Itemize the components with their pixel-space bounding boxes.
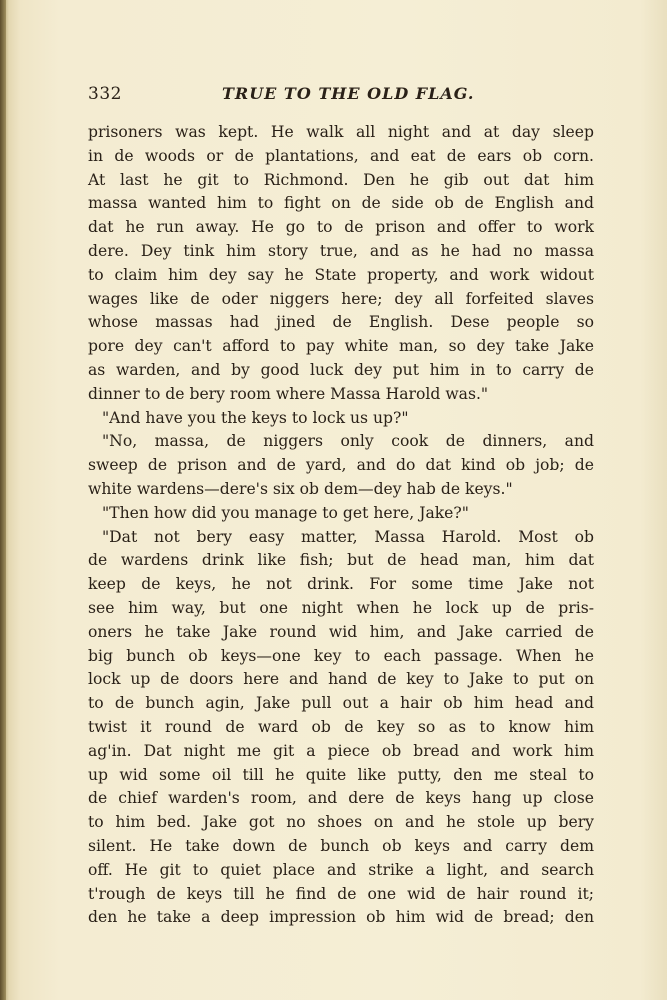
- text-line: off. He git to quiet place and strike a light, and search: [88, 860, 594, 879]
- running-title: TRUE TO THE OLD FLAG.: [222, 84, 475, 103]
- text-line: see him way, but one night when he lock up de pris-: [88, 598, 594, 617]
- text-line: den he take a deep impression ob him wid de bread; den: [88, 908, 594, 927]
- text-line: big bunch ob keys—one key to each passage. When he: [88, 646, 594, 665]
- text-line: de chief warden's room, and dere de keys hang up close: [88, 789, 594, 808]
- text-line: twist it round de ward ob de key so as to know him: [88, 717, 594, 736]
- text-line: to him bed. Jake got no shoes on and he stole up bery: [88, 813, 594, 832]
- text-line: pore dey can't afford to pay white man, so dey take Jake: [88, 337, 594, 356]
- text-line: "No, massa, de niggers only cook de dinners, and: [102, 432, 594, 451]
- text-line: "Then how did you manage to get here, Jake?": [102, 503, 469, 522]
- page-number: 332: [88, 84, 122, 104]
- text-line: dinner to de bery room where Massa Harold was.": [88, 384, 489, 403]
- text-line: "And have you the keys to lock us up?": [102, 408, 409, 427]
- text-line: ag'in. Dat night me git a piece ob bread and work him: [88, 741, 594, 760]
- text-line: up wid some oil till he quite like putty, den me steal to: [88, 765, 594, 784]
- text-line: sweep de prison and de yard, and do dat kind ob job; de: [88, 456, 594, 475]
- body-text: [88, 121, 594, 930]
- text-line: massa wanted him to fight on de side ob de English and: [88, 194, 594, 213]
- running-head: [88, 84, 593, 110]
- text-line: de wardens drink like fish; but de head man, him dat: [88, 551, 594, 570]
- text-line: "Dat not bery easy matter, Massa Harold. Most ob: [102, 527, 594, 546]
- text-line: as warden, and by good luck dey put him in to carry de: [88, 360, 594, 379]
- text-line: to claim him dey say he State property, and work widout: [88, 265, 594, 284]
- text-line: At last he git to Richmond. Den he gib out dat him: [88, 170, 594, 189]
- text-line: wages like de oder niggers here; dey all forfeited slaves: [88, 289, 594, 308]
- text-line: in de woods or de plantations, and eat de ears ob corn.: [88, 146, 594, 165]
- text-line: lock up de doors here and hand de key to Jake to put on: [88, 670, 594, 689]
- book-spine-edge: [0, 0, 6, 1000]
- text-line: whose massas had jined de English. Dese people so: [88, 313, 594, 332]
- text-line: dere. Dey tink him story true, and as he had no massa: [88, 241, 594, 260]
- text-line: t'rough de keys till he find de one wid de hair round it;: [88, 884, 594, 903]
- text-line: white wardens—dere's six ob dem—dey hab de keys.": [88, 479, 513, 498]
- text-line: silent. He take down de bunch ob keys and carry dem: [88, 836, 594, 855]
- text-line: to de bunch agin, Jake pull out a hair ob him head and: [88, 694, 594, 713]
- text-line: keep de keys, he not drink. For some time Jake not: [88, 575, 594, 594]
- text-line: dat he run away. He go to de prison and offer to work: [88, 218, 594, 237]
- text-line: prisoners was kept. He walk all night and at day sleep: [88, 123, 594, 141]
- text-line: oners he take Jake round wid him, and Jake carried de: [88, 622, 594, 641]
